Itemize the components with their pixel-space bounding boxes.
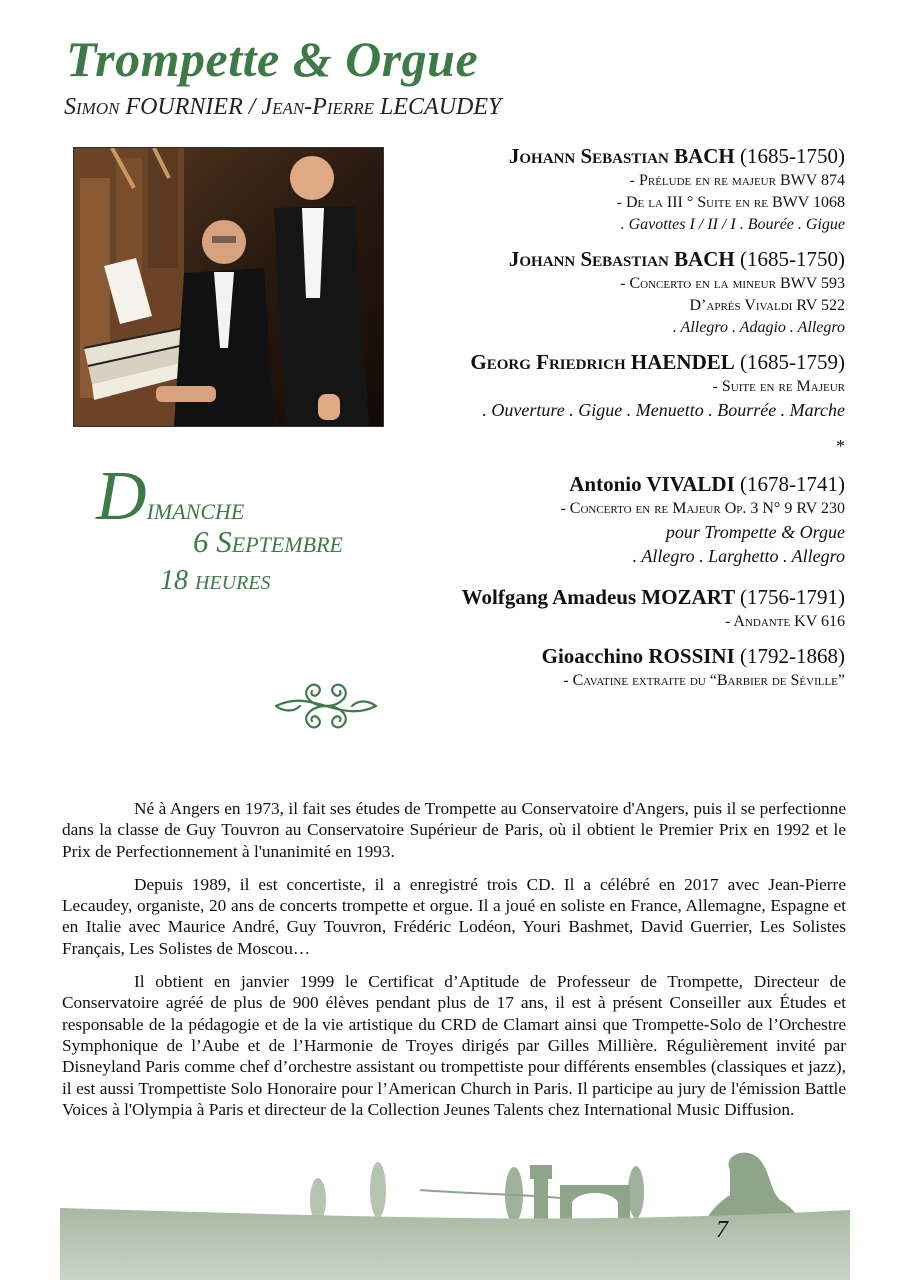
piece-title: - Prélude en re majeur BWV 874 — [629, 172, 845, 189]
composer-line — [375, 142, 845, 170]
composer-line — [375, 583, 845, 611]
organ-performers-illustration — [74, 148, 383, 426]
concert-program — [375, 142, 845, 692]
composer-dates: (1685-1759) — [740, 350, 845, 374]
piece-title: - De la III ° Suite en re BWV 1068 — [616, 194, 845, 211]
composer-name: Gioacchino ROSSINI — [541, 644, 735, 668]
composer-name: Georg Friedrich HAENDEL — [470, 350, 735, 374]
page-title: Trompette & Orgue — [66, 31, 479, 87]
composer-line — [375, 348, 845, 376]
piece-movements: . Ouverture . Gigue . Menuetto . Bourrée . Marche — [482, 400, 845, 420]
event-day — [96, 458, 245, 535]
composer-name: Johann Sebastian BACH — [508, 144, 735, 168]
bio-paragraph: Né à Angers en 1973, il fait ses études de Trompette au Conservatoire d'Angers, puis il se perfectionne dans la classe de Guy Touvron au Conservatoire Supérieur de Paris, où il obtient le Premier Prix en 1992 et le Prix de Perfectionnement à l'unanimité en 1993. — [62, 799, 846, 861]
composer-dates: (1685-1750) — [740, 144, 845, 168]
piece-title: - Concerto en la mineur BWV 593 — [620, 275, 845, 292]
landscape-footer-illustration — [0, 1150, 906, 1280]
composer-dates: (1678-1741) — [740, 472, 845, 496]
composer-dates: (1756-1791) — [740, 585, 845, 609]
bio-paragraph: Depuis 1989, il est concertiste, il a enregistré trois CD. Il a célébré en 2017 avec Jean-Pierre Lecaudey, organiste, 20 ans de concerts trompette et orgue. Il a joué en soliste en France, Allemagne, Espagne et en Italie avec Maurice André, Guy Touvron, Frédéric Lodéon, Youri Bashmet, David Guerrier, Les Solistes Français, Les Solistes de Moscou… — [62, 874, 846, 958]
composer-name: Johann Sebastian BACH — [508, 247, 735, 271]
event-day-rest: imanche — [146, 491, 245, 526]
composer-name: Wolfgang Amadeus MOZART — [461, 585, 735, 609]
composer-dates: (1685-1750) — [740, 247, 845, 271]
piece-title: - Andante KV 616 — [724, 613, 845, 630]
piece-subtitle: pour Trompette & Orgue — [665, 522, 845, 542]
piece-movements: . Allegro . Adagio . Allegro — [672, 319, 845, 336]
composer-line — [375, 642, 845, 670]
performers-photo — [73, 147, 384, 427]
composer-dates: (1792-1868) — [740, 644, 845, 668]
performers-line: Simon FOURNIER / Jean-Pierre LECAUDEY — [64, 94, 502, 120]
piece-title: - Cavatine extraite du “Barbier de Séville” — [563, 672, 845, 689]
page-number: 7 — [716, 1217, 728, 1243]
bio-paragraph: Il obtient en janvier 1999 le Certificat d’Aptitude de Professeur de Trompette, Directeur de Conservatoire agréé de plus de 900 élèves pendant plus de 17 ans, il est à présent Conseiller aux Études et responsable de la pédagogie et de la vie artistique du CRD de Clamart ainsi que Trompette-Solo de l’Orchestre Symphonique de l’Aube et de l’Harmonie de Troyes dirigés par Gilles Millière. Régulièrement invité par Disneyland Paris comme chef d’orchestre assistant ou trompettiste pour différents ensembles (classiques et jazz), il est aussi Trompettiste Solo Honoraire pour l’American Church in Paris. Il participe au jury de l'émission Battle Voices à l'Olympia à Paris et directeur de la Collection Jeunes Talents chez International Music Diffusion. — [62, 972, 846, 1119]
biography — [62, 798, 846, 1132]
flourish-ornament-icon — [272, 676, 380, 736]
piece-movements: . Allegro . Larghetto . Allegro — [632, 546, 845, 566]
event-day-initial: D — [96, 458, 147, 535]
composer-line — [375, 470, 845, 498]
event-time: 18 heures — [160, 565, 271, 596]
piece-title: D’après Vivaldi RV 522 — [689, 297, 845, 314]
composer-name: Antonio VIVALDI — [569, 472, 735, 496]
piece-movements: . Gavottes I / II / I . Bourée . Gigue — [620, 216, 845, 233]
piece-title: - Concerto en re Majeur Op. 3 N° 9 RV 230 — [560, 500, 845, 517]
section-separator: * — [836, 436, 845, 456]
event-day-date: 6 Septembre — [193, 524, 343, 559]
piece-title: - Suite en re Majeur — [712, 378, 845, 395]
composer-line — [375, 245, 845, 273]
